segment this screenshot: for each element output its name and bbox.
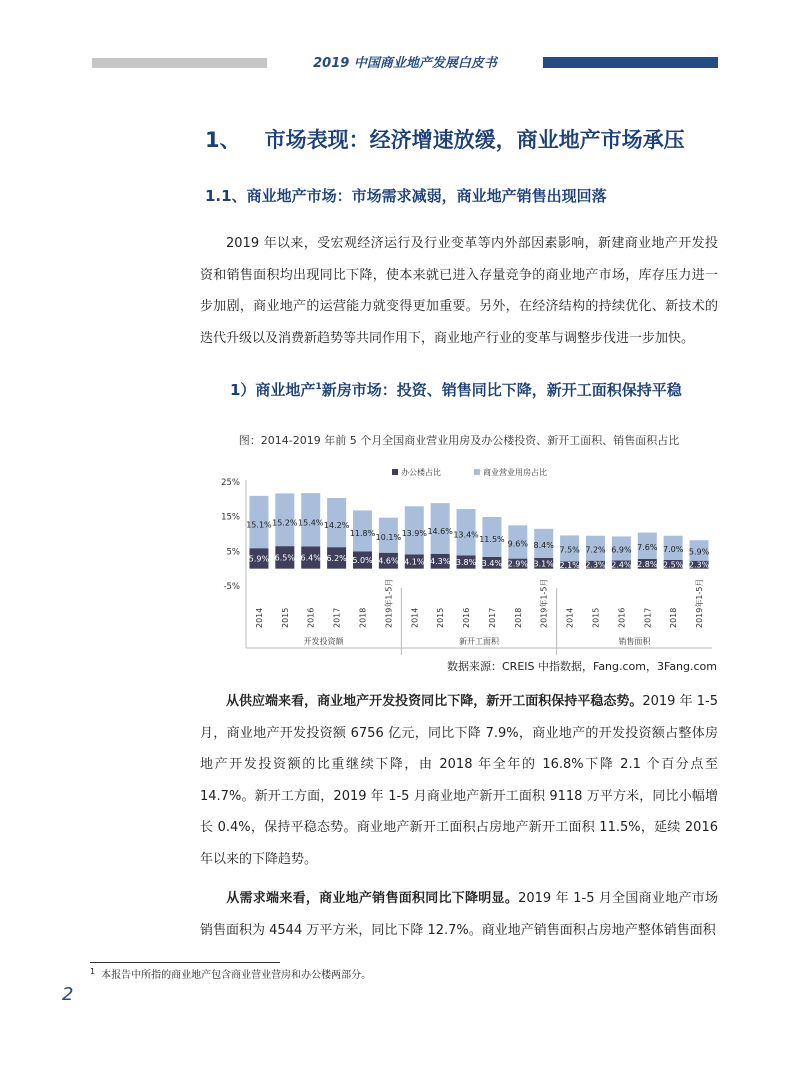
data-label: 7.0% bbox=[663, 545, 684, 555]
x-tick-label: 2016 bbox=[462, 607, 472, 628]
data-label: 2.3% bbox=[688, 560, 710, 570]
data-label: 3.4% bbox=[481, 558, 503, 568]
data-label: 8.4% bbox=[533, 540, 554, 550]
x-tick-label: 2017 bbox=[643, 607, 653, 628]
data-label: 6.5% bbox=[274, 553, 295, 563]
data-label: 3.1% bbox=[533, 559, 554, 569]
data-label: 2.9% bbox=[507, 559, 528, 569]
header-bar-right bbox=[543, 57, 718, 68]
legend-swatch bbox=[392, 469, 398, 475]
data-label: 10.1% bbox=[375, 532, 402, 542]
x-tick-label: 2018 bbox=[513, 607, 523, 628]
demand-paragraph: 从需求端来看，商业地产销售面积同比下降明显。2019 年 1-5 月全国商业地产市场销售面积为 4544 万平方米，同比下降 12.7%。商业地产销售面积占房地产整体销售面积 bbox=[200, 891, 718, 938]
legend-label: 商业营业用房占比 bbox=[483, 468, 547, 477]
data-label: 13.4% bbox=[453, 530, 479, 540]
data-label: 5.9% bbox=[688, 547, 710, 557]
data-label: 9.6% bbox=[507, 539, 528, 549]
supply-paragraph: 从供应端来看，商业地产开发投资同比下降，新开工面积保持平稳态势。2019 年 1-5 月，商业地产开发投资额 6756 亿元，同比下降 7.9%，商业地产的开发投资额占整体房地产开发投资额的比重继续下降，由 2018 年全年的 16.8%下降 2.1 个百分点至 14.7%。新开工方面，2019 年 1-5 月商业地产新开工面积 9118 万平方米，同比小幅增长 0.4%，保持平稳态势。商业地产新开工面积占房地产新开工面积 11.5%，延续 2016 年以来的下降趋势。 bbox=[200, 694, 718, 867]
x-tick-label: 2015 bbox=[436, 607, 446, 628]
stacked-bar-chart bbox=[200, 460, 718, 655]
data-label: 6.4% bbox=[300, 553, 321, 563]
data-label: 2.3% bbox=[585, 560, 606, 570]
data-label: 5.0% bbox=[352, 556, 373, 565]
data-label: 11.5% bbox=[479, 534, 505, 544]
legend-label: 办公楼占比 bbox=[401, 468, 441, 477]
x-tick-label: 2019年1-5月 bbox=[384, 578, 394, 628]
y-tick-label: 15% bbox=[221, 512, 240, 523]
x-tick-label: 2014 bbox=[254, 607, 264, 628]
section-title: 市场表现：经济增速放缓，商业地产市场承压 bbox=[264, 128, 685, 152]
x-tick-label: 2016 bbox=[617, 607, 627, 628]
data-label: 15.4% bbox=[298, 518, 324, 528]
data-label: 7.6% bbox=[637, 543, 658, 553]
x-tick-label: 2017 bbox=[332, 607, 342, 628]
figure-caption: 图：2014-2019 年前 5 个月全国商业营业用房及办公楼投资、新开工面积、销售面积占比 bbox=[238, 434, 680, 447]
y-tick-label: 5% bbox=[226, 547, 240, 558]
data-label: 11.8% bbox=[349, 528, 376, 538]
data-label: 6.9% bbox=[611, 545, 632, 555]
x-tick-label: 2014 bbox=[410, 607, 420, 628]
x-tick-label: 2016 bbox=[306, 607, 316, 628]
intro-paragraph: 2019 年以来，受宏观经济运行及行业变革等内外部因素影响，新建商业地产开发投资和销售面积均出现同比下降，使本来就已进入存量竞争的商业地产市场，库存压力进一步加剧，商业地产的运营能力就变得更加重要。另外，在经济结构的持续优化、新技术的迭代升级以及消费新趋势等共同作用下，商业地产行业的变革与调整步伐进一步加快。 bbox=[200, 236, 718, 346]
footnote-ref[interactable]: 1 bbox=[315, 382, 322, 392]
x-tick-label: 2018 bbox=[358, 607, 368, 628]
data-label: 15.1% bbox=[246, 520, 272, 530]
footnote-divider bbox=[90, 962, 280, 963]
data-source: 数据来源：CREIS 中指数据，Fang.com，3Fang.com bbox=[447, 660, 717, 673]
data-label: 4.1% bbox=[404, 557, 425, 567]
data-label: 15.2% bbox=[272, 518, 298, 528]
data-label: 2.4% bbox=[611, 560, 632, 570]
x-tick-label: 2015 bbox=[591, 607, 601, 628]
header-title: 2019 中国商业地产发展白皮书 bbox=[313, 56, 497, 71]
data-label: 2.8% bbox=[637, 559, 658, 569]
subsubsection-heading: 1）商业地产$^1$新房市场：投资、销售同比下降，新开工面积保持平稳 bbox=[230, 381, 682, 399]
chart-legend bbox=[392, 467, 547, 477]
y-tick-label: 25% bbox=[221, 478, 240, 488]
legend-swatch bbox=[474, 469, 480, 475]
data-label: 5.9% bbox=[248, 554, 270, 564]
x-tick-label: 2015 bbox=[280, 607, 290, 628]
data-label: 4.6% bbox=[378, 556, 399, 566]
data-label: 3.8% bbox=[455, 558, 477, 568]
group-label: 销售面积 bbox=[618, 637, 651, 646]
data-label: 4.3% bbox=[430, 557, 451, 567]
header-bar-left bbox=[92, 58, 267, 68]
section-number: 1、 bbox=[205, 128, 241, 152]
x-tick-label: 2019年1-5月 bbox=[539, 578, 549, 628]
page-number: 2 bbox=[62, 984, 74, 1005]
x-tick-label: 2017 bbox=[487, 607, 497, 628]
x-tick-label: 2014 bbox=[565, 607, 575, 628]
data-label: 7.2% bbox=[585, 545, 606, 555]
data-label: 7.5% bbox=[559, 545, 580, 555]
data-label: 2.5% bbox=[663, 560, 684, 570]
data-label: 13.9% bbox=[401, 528, 427, 538]
y-tick-label: -5% bbox=[223, 582, 240, 592]
section-heading bbox=[205, 124, 685, 154]
data-label: 14.2% bbox=[323, 521, 350, 531]
group-label: 新开工面积 bbox=[459, 637, 499, 646]
subsection-heading: 1.1、商业地产市场：市场需求减弱，商业地产销售出现回落 bbox=[205, 187, 607, 205]
footnote: $^1$ 本报告中所指的商业地产包含商业营业营房和办公楼两部分。 bbox=[90, 966, 372, 981]
x-tick-label: 2019年1-5月 bbox=[695, 578, 705, 628]
data-label: 2.1% bbox=[559, 561, 580, 571]
x-tick-label: 2018 bbox=[669, 607, 679, 628]
group-label: 开发投资额 bbox=[303, 637, 344, 646]
data-label: 14.6% bbox=[427, 526, 453, 536]
data-label: 6.2% bbox=[326, 553, 347, 563]
